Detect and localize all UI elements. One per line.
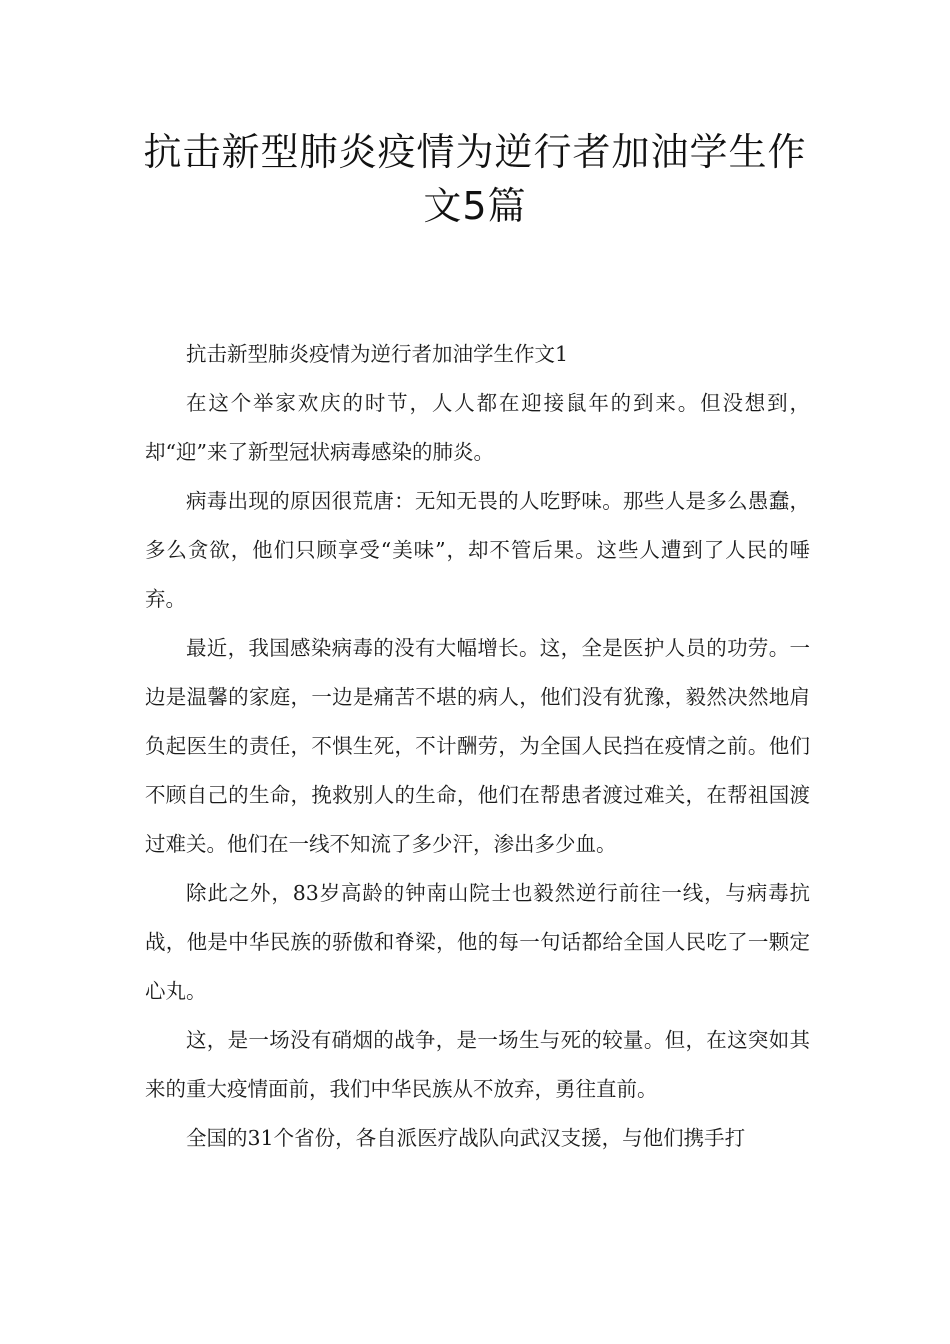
paragraph: 病毒出现的原因很荒唐：无知无畏的人吃野味。那些人是多么愚蠢，多么贪欲，他们只顾享受“美味”，却不管后果。这些人遭到了人民的唾弃。 bbox=[145, 489, 810, 611]
document-title bbox=[100, 125, 850, 233]
paragraph: 在这个举家欢庆的时节，人人都在迎接鼠年的到来。但没想到，却“迎”来了新型冠状病毒感染的肺炎。 bbox=[145, 391, 810, 464]
paragraph: 最近，我国感染病毒的没有大幅增长。这，全是医护人员的功劳。一边是温馨的家庭，一边是痛苦不堪的病人，他们没有犹豫，毅然决然地肩负起医生的责任，不惧生死，不计酬劳，为全国人民挡在疫情之前。他们不顾自己的生命，挽救别人的生命，他们在帮患者渡过难关，在帮祖国渡过难关。他们在一线不知流了多少汗，渗出多少血。 bbox=[145, 636, 810, 856]
document-body bbox=[145, 330, 810, 1163]
section-heading: 抗击新型肺炎疫情为逆行者加油学生作文1 bbox=[186, 342, 569, 366]
title-line-1: 抗击新型肺炎疫情为逆行者加油学生作 bbox=[143, 130, 807, 174]
paragraph: 除此之外，83岁高龄的钟南山院士也毅然逆行前往一线，与病毒抗战，他是中华民族的骄傲和脊梁，他的每一句话都给全国人民吃了一颗定心丸。 bbox=[145, 881, 810, 1003]
paragraph: 全国的31个省份，各自派医疗战队向武汉支援，与他们携手打 bbox=[186, 1126, 746, 1150]
paragraph: 这，是一场没有硝烟的战争，是一场生与死的较量。但，在这突如其来的重大疫情面前，我们中华民族从不放弃，勇往直前。 bbox=[145, 1028, 810, 1101]
title-line-2: 文5篇 bbox=[423, 184, 527, 228]
